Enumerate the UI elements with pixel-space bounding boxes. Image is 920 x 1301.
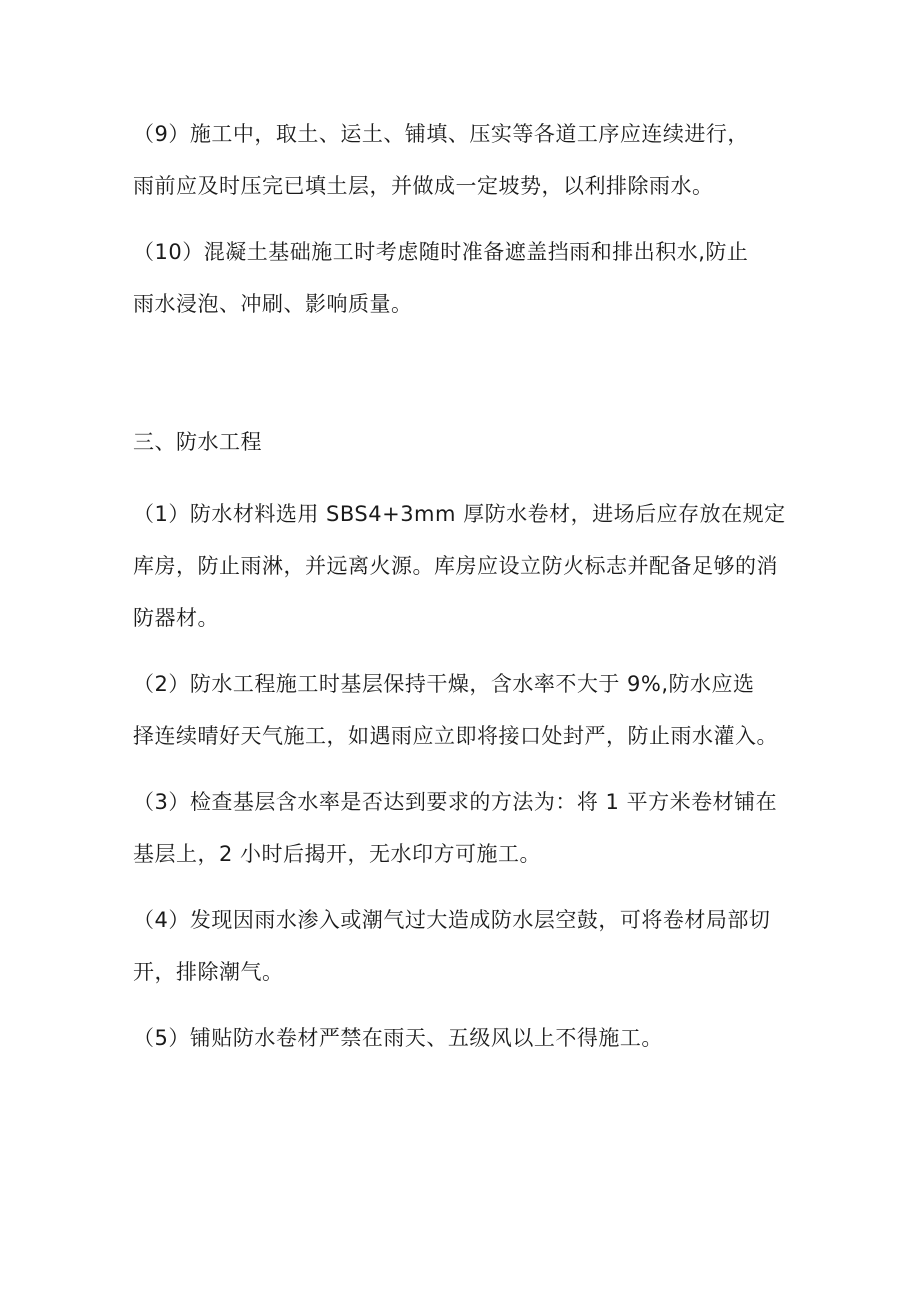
section-heading: 三、防水工程 <box>133 430 262 454</box>
item-2 <box>133 658 798 762</box>
item-1 <box>133 488 798 644</box>
paragraph-line: （5）铺贴防水卷材严禁在雨天、五级风以上不得施工。 <box>133 1026 663 1050</box>
paragraph-line: （4）发现因雨水渗入或潮气过大造成防水层空鼓，可将卷材局部切 <box>133 908 771 932</box>
paragraph-line: （10）混凝土基础施工时考虑随时准备遮盖挡雨和排出积水,防止 <box>133 240 749 264</box>
paragraph-9 <box>133 108 798 212</box>
paragraph-line: （3）检查基层含水率是否达到要求的方法为：将 1 平方米卷材铺在 <box>133 790 778 814</box>
paragraph-line: （9）施工中，取土、运土、铺填、压实等各道工序应连续进行， <box>133 122 749 146</box>
paragraph-line: 择连续晴好天气施工，如遇雨应立即将接口处封严，防止雨水灌入。 <box>133 724 778 748</box>
paragraph-line: 开，排除潮气。 <box>133 960 284 984</box>
paragraph-line: （1）防水材料选用 SBS4+3mm 厚防水卷材，进场后应存放在规定 <box>133 502 786 526</box>
paragraph-line: 雨水浸泡、冲刷、影响质量。 <box>133 292 413 316</box>
paragraph-line: 库房，防止雨淋，并远离火源。库房应设立防火标志并配备足够的消 <box>133 554 778 578</box>
item-5 <box>133 1012 798 1064</box>
paragraph-line: 防器材。 <box>133 606 219 630</box>
paragraph-10 <box>133 226 798 330</box>
item-3 <box>133 776 798 880</box>
paragraph-line: 基层上，2 小时后揭开，无水印方可施工。 <box>133 842 542 866</box>
paragraph-line: 雨前应及时压完已填土层，并做成一定坡势，以利排除雨水。 <box>133 174 714 198</box>
paragraph-line: （2）防水工程施工时基层保持干燥，含水率不大于 9%,防水应选 <box>133 672 755 696</box>
item-4 <box>133 894 798 998</box>
